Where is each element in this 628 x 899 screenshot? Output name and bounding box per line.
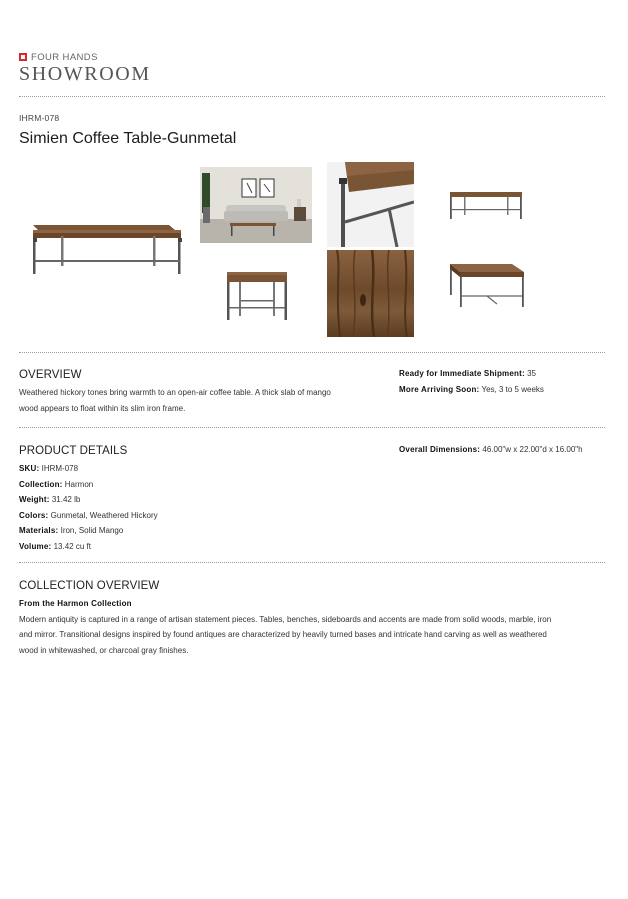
divider — [19, 352, 605, 353]
detail-value: Harmon — [64, 479, 94, 489]
dimensions-value: 46.00"w x 22.00"d x 16.00"h — [482, 445, 583, 454]
arriving-soon-label: More Arriving Soon: — [399, 385, 480, 394]
brand-showroom: SHOWROOM — [19, 63, 151, 85]
collection-subheading — [19, 596, 605, 612]
overall-dimensions — [399, 442, 583, 458]
product-title: Simien Coffee Table-Gunmetal — [19, 130, 237, 147]
product-details-list — [19, 461, 158, 554]
detail-row — [19, 492, 158, 508]
detail-label: Colors: — [19, 510, 49, 520]
ready-shipment — [399, 366, 544, 382]
detail-value: Gunmetal, Weathered Hickory — [50, 510, 158, 520]
table-side-view — [442, 182, 530, 227]
arriving-soon-value: Yes, 3 to 5 weeks — [481, 385, 544, 394]
detail-row — [19, 508, 158, 524]
detail-value: 31.42 lb — [51, 495, 81, 504]
table-angle-view — [442, 258, 530, 316]
detail-value: Iron, Solid Mango — [60, 526, 124, 535]
detail-value: 13.42 cu ft — [53, 541, 91, 551]
overview-heading: OVERVIEW — [19, 369, 82, 381]
table-corner-closeup — [327, 162, 414, 247]
collection-line: and mirror. Transitional designs inspired by found antiques are characterized by heavily turned bases and intricate hand carving as well as weathered — [19, 630, 547, 639]
ready-shipment-label: Ready for Immediate Shipment: — [399, 369, 525, 378]
overview-line: wood appears to float within its slim iron frame. — [19, 403, 186, 413]
divider — [19, 96, 605, 97]
shipment-info — [399, 366, 544, 398]
collection-line: wood in whitewashed, or charcoal gray finishes. — [19, 645, 189, 655]
detail-row — [19, 523, 158, 539]
detail-row — [19, 477, 158, 493]
ready-shipment-value: 35 — [527, 369, 536, 378]
detail-label: Collection: — [19, 479, 63, 489]
brand-name: FOUR HANDS — [31, 51, 98, 63]
overview-text — [19, 385, 331, 416]
brand-mark-icon — [19, 53, 27, 61]
dimensions-label: Overall Dimensions: — [399, 445, 481, 454]
detail-label: SKU: — [19, 464, 40, 473]
detail-label: Weight: — [19, 495, 50, 504]
divider — [19, 562, 605, 563]
detail-label: Volume: — [19, 541, 52, 551]
living-room-scene — [200, 167, 312, 243]
divider — [19, 427, 605, 428]
collection-subheading-text: From the Harmon Collection — [19, 599, 132, 608]
arriving-soon — [399, 382, 544, 398]
collection-line: Modern antiquity is captured in a range of artisan statement pieces. Tables, benches, sideboards and accents are made from solid woods, marble, iron — [19, 614, 552, 624]
collection-text — [19, 596, 605, 658]
product-sku: IHRM-078 — [19, 113, 60, 123]
overview-line: Weathered hickory tones bring warmth to an open-air coffee table. A thick slab of mango — [19, 388, 331, 397]
detail-label: Materials: — [19, 526, 59, 535]
detail-row — [19, 539, 158, 555]
table-end-view — [213, 262, 301, 330]
product-details-heading: PRODUCT DETAILS — [19, 445, 128, 457]
detail-value: IHRM-078 — [41, 464, 79, 473]
coffee-table-front-view — [19, 205, 194, 300]
brand-logo — [19, 52, 151, 85]
collection-heading: COLLECTION OVERVIEW — [19, 580, 160, 592]
wood-grain-closeup — [327, 250, 414, 337]
detail-row — [19, 461, 158, 477]
